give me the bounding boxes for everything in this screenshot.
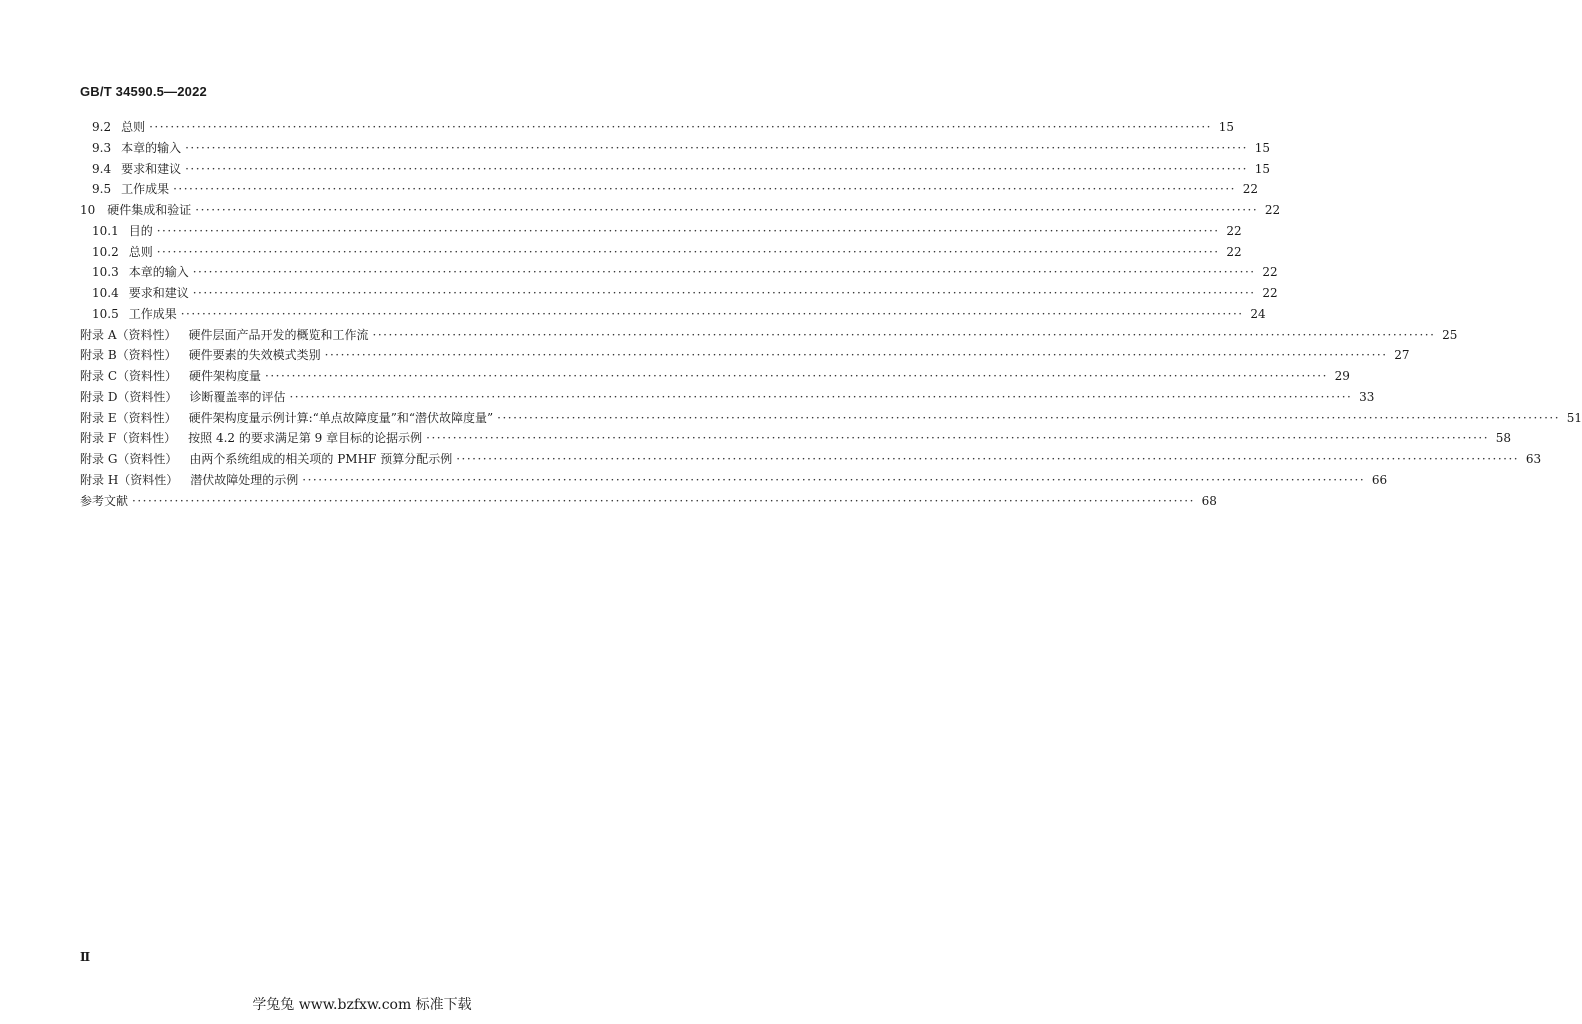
dot-leader: ········································································································································································································ — [497, 410, 1561, 425]
toc-entry-title: 参考文献 — [80, 493, 129, 508]
toc-entry-title: 硬件架构度量 — [189, 369, 262, 383]
toc-entry-title: 总则 — [128, 244, 153, 259]
toc-entry-title: 要求和建议 — [128, 286, 189, 300]
toc-entry-title: 诊断覆盖率的评估 — [189, 389, 286, 404]
toc-entry-page: 29 — [1334, 369, 1350, 383]
dot-leader: ········································································································································································································ — [185, 161, 1248, 176]
toc-entry-number: 10.3 — [92, 265, 119, 280]
toc-entry[interactable] — [80, 221, 1242, 242]
toc-entry[interactable] — [80, 428, 1512, 449]
dot-leader: ········································································································································································································ — [289, 389, 1353, 404]
toc-entry-page: 22 — [1226, 244, 1242, 259]
toc-entry-title: 由两个系统组成的相关项的 PMHF 预算分配示例 — [189, 452, 453, 466]
table-of-contents — [80, 117, 1582, 511]
toc-entry-title: 潜伏故障处理的示例 — [190, 472, 299, 487]
toc-entry-page: 27 — [1394, 348, 1410, 363]
dot-leader: ········································································································································································································ — [302, 472, 1366, 487]
dot-leader: ········································································································································································································ — [372, 327, 1436, 342]
dot-leader: ········································································································································································································ — [173, 182, 1236, 197]
dot-leader: ········································································································································································································ — [132, 493, 1195, 508]
toc-entry-page: 22 — [1264, 203, 1281, 217]
toc-entry[interactable] — [80, 283, 1278, 304]
toc-entry-page: 25 — [1442, 327, 1458, 342]
toc-entry-number: 附录 E（资料性） — [80, 410, 177, 425]
toc-entry-title: 目的 — [128, 223, 153, 238]
toc-entry[interactable] — [80, 449, 1542, 470]
toc-entry-number: 附录 C（资料性） — [80, 369, 177, 383]
toc-entry[interactable] — [80, 304, 1266, 325]
toc-entry-title: 硬件架构度量示例计算:“单点故障度量”和“潜伏故障度量” — [188, 410, 494, 425]
toc-entry[interactable] — [80, 262, 1278, 283]
toc-entry-title: 硬件要素的失效模式类别 — [188, 348, 321, 363]
toc-entry[interactable] — [80, 491, 1217, 512]
page-number: Ⅱ — [80, 950, 91, 964]
toc-entry-page: 22 — [1242, 182, 1258, 197]
toc-entry-number: 附录 H（资料性） — [80, 472, 179, 487]
toc-entry[interactable] — [80, 138, 1270, 159]
dot-leader: ········································································································································································································ — [192, 265, 1256, 280]
dot-leader: ········································································································································································································ — [324, 348, 1388, 363]
dot-leader: ········································································································································································································ — [195, 203, 1259, 217]
toc-entry-title: 要求和建议 — [121, 161, 182, 176]
toc-entry[interactable] — [80, 117, 1234, 138]
toc-entry-page: 51 — [1566, 410, 1582, 425]
toc-entry[interactable] — [80, 366, 1350, 387]
dot-leader: ········································································································································································································ — [456, 452, 1520, 466]
toc-entry[interactable] — [80, 470, 1388, 491]
toc-entry[interactable] — [80, 242, 1242, 263]
toc-entry-page: 24 — [1250, 306, 1266, 321]
toc-entry-number: 9.2 — [92, 120, 112, 134]
toc-entry-number: 附录 B（资料性） — [80, 348, 177, 363]
toc-entry-number: 附录 D（资料性） — [80, 389, 178, 404]
toc-entry-title: 总则 — [121, 120, 146, 134]
toc-entry-number: 10.2 — [92, 244, 119, 259]
dot-leader: ········································································································································································································ — [180, 306, 1244, 321]
toc-entry-page: 22 — [1262, 265, 1278, 280]
toc-entry-page: 66 — [1371, 472, 1388, 487]
toc-entry[interactable] — [80, 179, 1258, 200]
dot-leader: ········································································································································································································ — [192, 286, 1256, 300]
dot-leader: ········································································································································································································ — [149, 120, 1212, 134]
dot-leader: ········································································································································································································ — [426, 431, 1490, 446]
toc-entry[interactable] — [80, 345, 1410, 366]
dot-leader: ········································································································································································································ — [265, 369, 1328, 383]
toc-entry-title: 工作成果 — [128, 306, 177, 321]
toc-entry-page: 33 — [1359, 389, 1375, 404]
toc-entry-number: 10.1 — [92, 223, 119, 238]
toc-entry[interactable] — [80, 159, 1270, 180]
toc-entry-page: 63 — [1525, 452, 1542, 466]
toc-entry-number: 9.3 — [92, 140, 112, 155]
toc-entry-page: 15 — [1254, 161, 1270, 176]
toc-entry-page: 22 — [1262, 286, 1278, 300]
toc-entry-page: 58 — [1495, 431, 1512, 446]
toc-entry-page: 15 — [1218, 120, 1234, 134]
toc-entry-page: 22 — [1226, 223, 1242, 238]
toc-entry-title: 工作成果 — [121, 182, 170, 197]
toc-entry-number: 10.5 — [92, 306, 119, 321]
toc-entry-number: 附录 G（资料性） — [80, 452, 178, 466]
toc-entry-title: 本章的输入 — [128, 265, 189, 280]
toc-entry-page: 68 — [1201, 493, 1217, 508]
toc-entry-number: 9.4 — [92, 161, 112, 176]
toc-entry[interactable] — [80, 387, 1375, 408]
toc-entry-number: 9.5 — [92, 182, 112, 197]
toc-entry-page: 15 — [1254, 140, 1270, 155]
toc-entry-number: 附录 A（资料性） — [80, 327, 177, 342]
dot-leader: ········································································································································································································ — [185, 140, 1248, 155]
toc-entry-number: 附录 F（资料性） — [80, 431, 177, 446]
dot-leader: ········································································································································································································ — [156, 223, 1220, 238]
toc-entry[interactable] — [80, 325, 1458, 346]
toc-entry[interactable] — [80, 408, 1582, 429]
toc-entry-number: 10.4 — [92, 286, 119, 300]
toc-entry-title: 硬件集成和验证 — [107, 203, 192, 217]
document-code: GB/T 34590.5—2022 — [80, 84, 207, 99]
toc-entry-title: 按照 4.2 的要求满足第 9 章目标的论据示例 — [188, 431, 423, 446]
toc-entry-title: 硬件层面产品开发的概览和工作流 — [188, 327, 369, 342]
dot-leader: ········································································································································································································ — [156, 244, 1220, 259]
toc-entry-number: 10 — [80, 203, 96, 217]
toc-entry-title: 本章的输入 — [121, 140, 182, 155]
site-watermark: 学兔兔 www.bzfxw.com 标准下载 — [252, 997, 472, 1013]
toc-entry[interactable] — [80, 200, 1281, 221]
